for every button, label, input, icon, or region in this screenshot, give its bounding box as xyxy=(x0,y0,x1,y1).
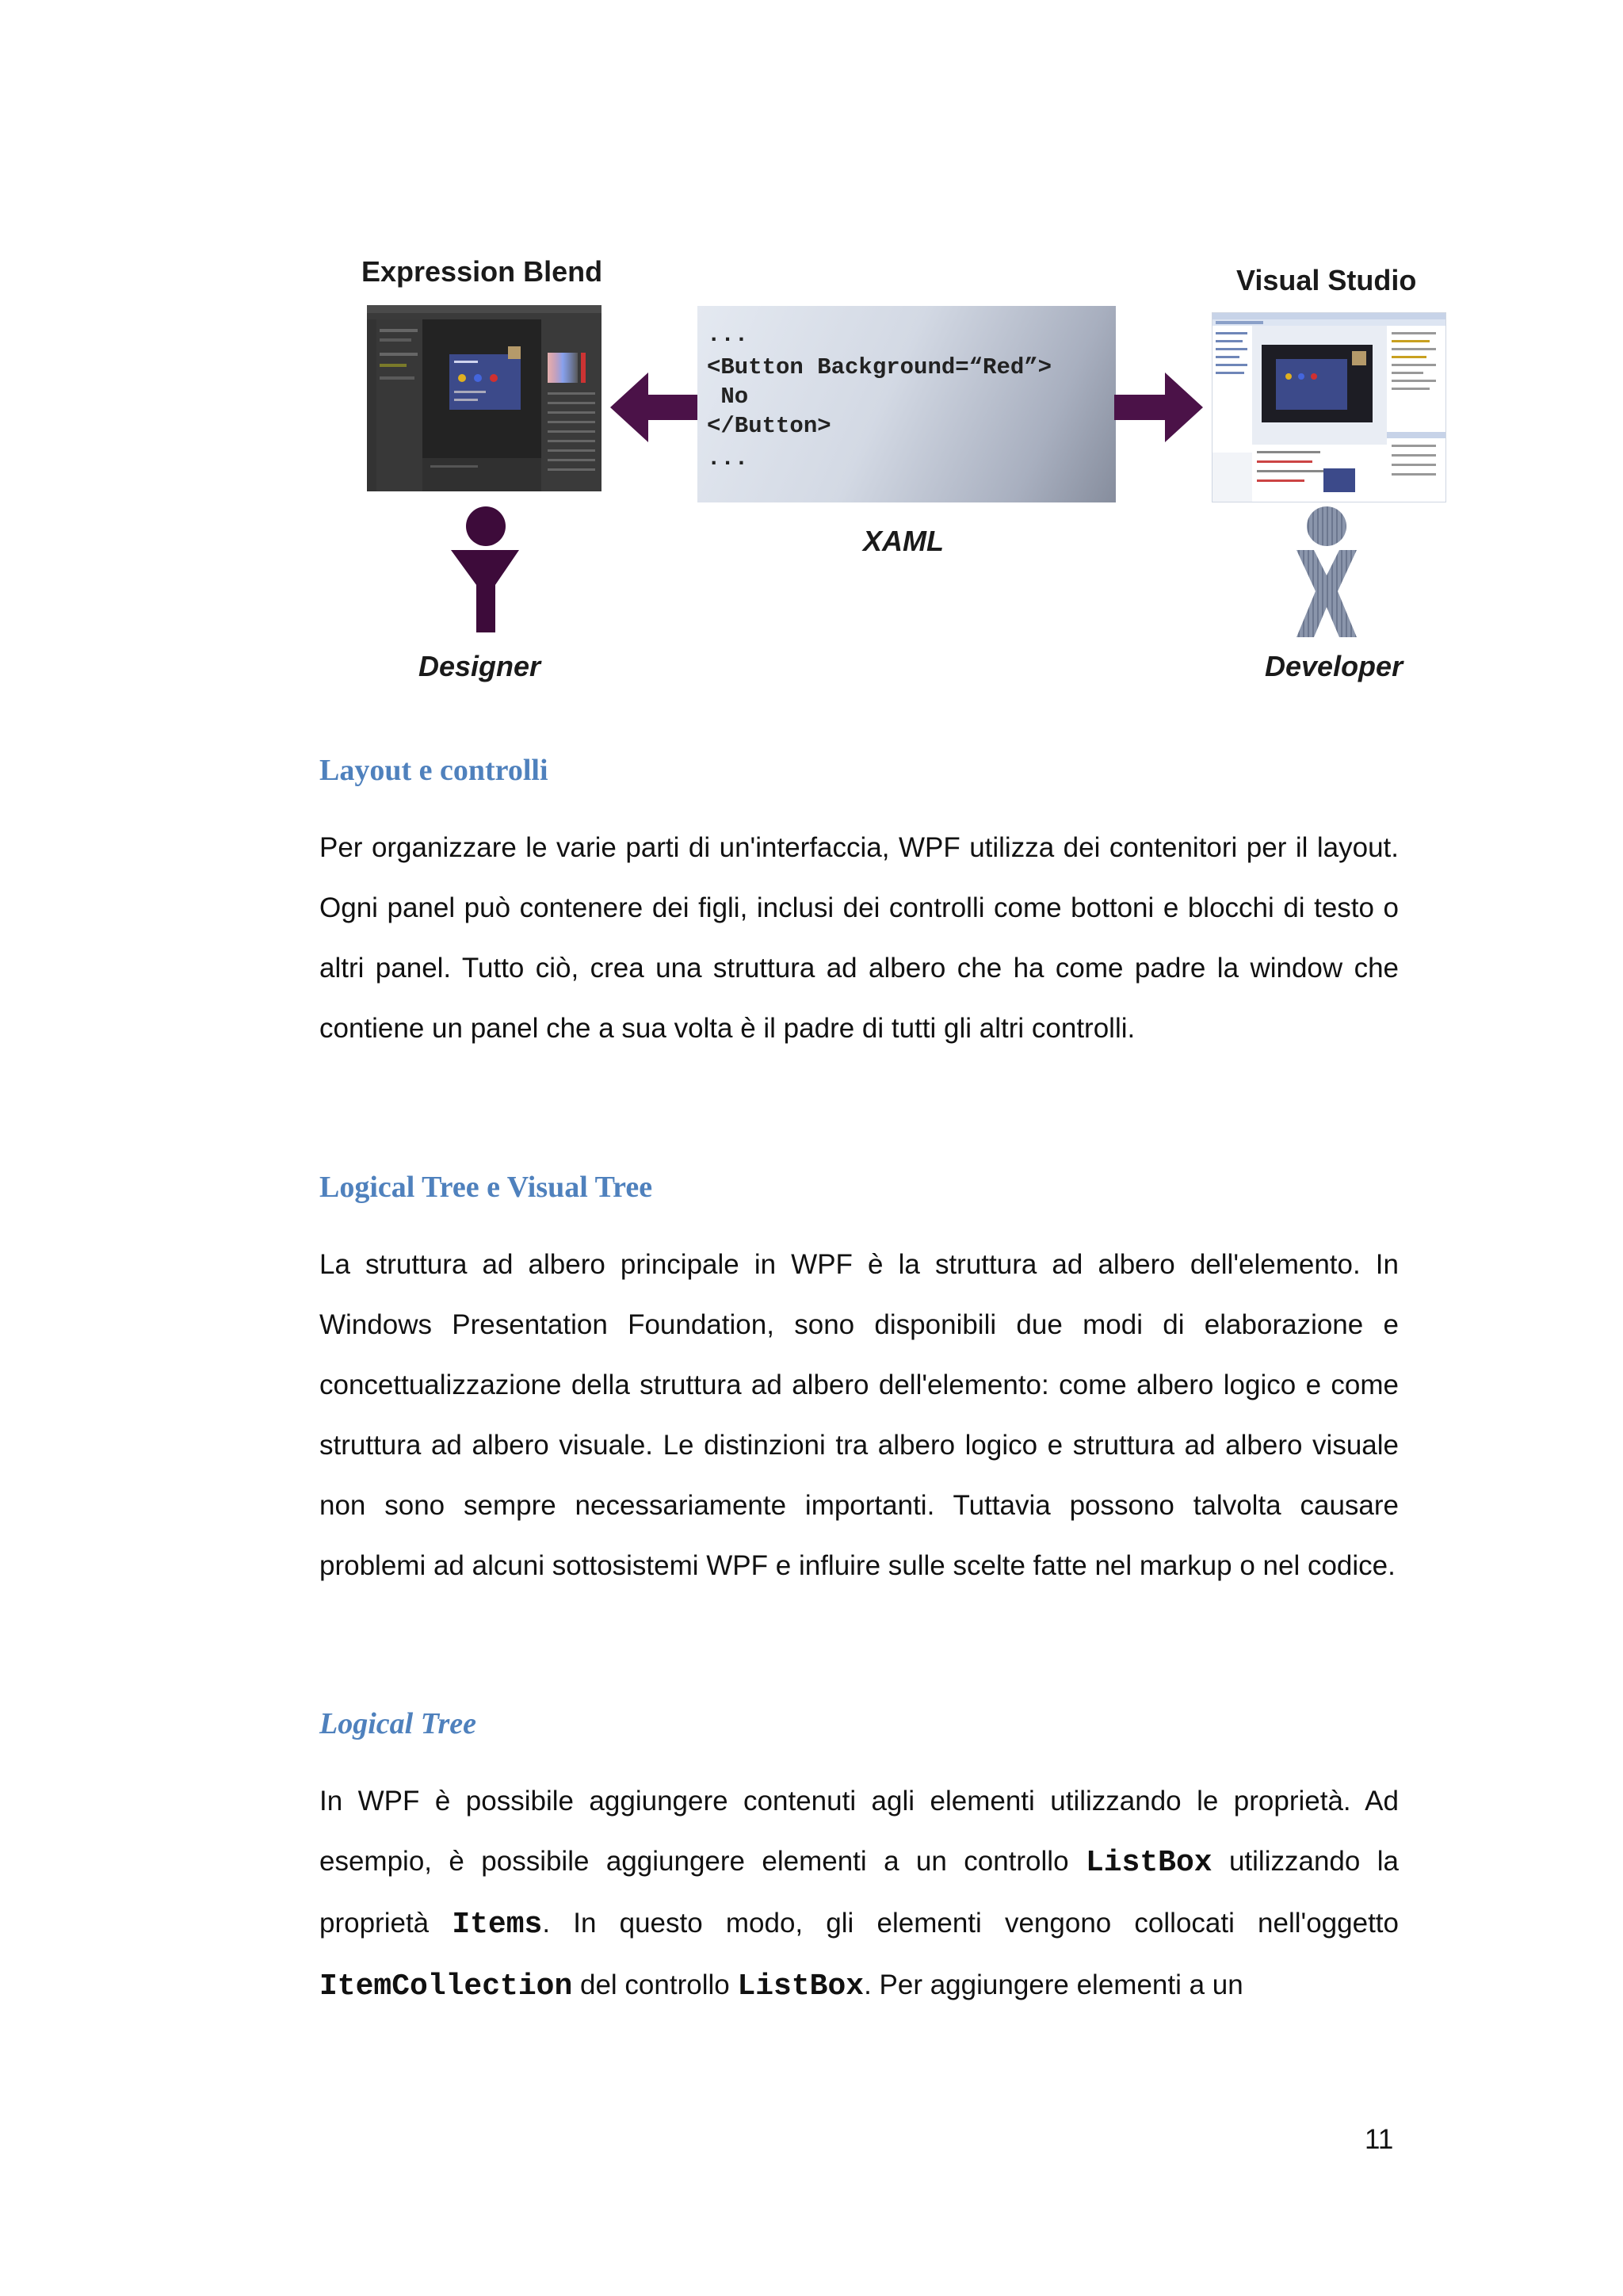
designer-person-icon xyxy=(449,506,521,634)
expression-blend-label: Expression Blend xyxy=(361,255,603,288)
developer-label: Developer xyxy=(1265,650,1403,682)
xaml-line-5: ... xyxy=(707,445,749,472)
code-items: Items xyxy=(452,1908,543,1942)
code-listbox: ListBox xyxy=(1085,1846,1212,1880)
code-itemcollection: ItemCollection xyxy=(319,1969,573,2004)
text-run: . In questo modo, gli elementi vengono collocati nell'oggetto xyxy=(542,1908,1399,1939)
page-number: 11 xyxy=(1365,2124,1394,2155)
text-run: In WPF è possibile aggiungere contenuti agli elementi utilizzando le proprietà. Ad esempio, è possibile aggiungere elementi a un controllo xyxy=(319,1786,1399,1877)
text-run: del controllo xyxy=(572,1969,738,2000)
paragraph-layout: Per organizzare le varie parti di un'interfaccia, WPF utilizza dei contenitori per il layout. Ogni panel può contenere dei figli, inclusi dei controlli come bottoni e blocchi di testo o altri panel. Tutto ciò, crea una struttura ad albero che ha come padre la window che contiene un panel che a sua volta è il padre di tutti gli altri controlli. xyxy=(319,832,1399,1044)
paragraph-logical-tree xyxy=(319,1771,1399,2017)
text-run: utilizzando la proprietà xyxy=(319,1846,1399,1939)
heading-layout-e-controlli: Layout e controlli xyxy=(319,754,548,787)
paragraph-trees: La struttura ad albero principale in WPF è la struttura ad albero dell'elemento. In Windows Presentation Foundation, sono disponibili due modi di elaborazione e concettualizzazione della struttura ad albero dell'elemento: come albero logico e come struttura ad albero visuale. Le distinzioni tra albero logico e struttura ad albero visuale non sono sempre necessariamente importanti. Tuttavia possono talvolta causare problemi ad alcuni sottosistemi WPF e influire sulle scelte fatte nel markup o nel codice. xyxy=(319,1249,1399,1581)
heading-logical-visual-tree: Logical Tree e Visual Tree xyxy=(319,1171,653,1204)
heading-logical-tree: Logical Tree xyxy=(319,1707,477,1740)
xaml-line-4: </Button> xyxy=(707,413,831,439)
xaml-line-3: No xyxy=(707,384,749,410)
xaml-line-1: ... xyxy=(707,322,749,348)
designer-label: Designer xyxy=(418,650,541,682)
visual-studio-label: Visual Studio xyxy=(1236,264,1417,296)
xaml-label: XAML xyxy=(863,525,944,557)
code-listbox: ListBox xyxy=(737,1969,865,2004)
text-run: . Per aggiungere elementi a un xyxy=(864,1969,1243,2000)
developer-person-icon xyxy=(1293,506,1360,639)
xaml-code-box xyxy=(697,306,1116,502)
expression-blend-screenshot xyxy=(367,305,601,491)
arrow-right-icon xyxy=(1114,372,1203,442)
xaml-line-2: <Button Background=“Red”> xyxy=(707,354,1052,380)
visual-studio-screenshot xyxy=(1212,312,1446,502)
arrow-left-icon xyxy=(610,372,699,442)
